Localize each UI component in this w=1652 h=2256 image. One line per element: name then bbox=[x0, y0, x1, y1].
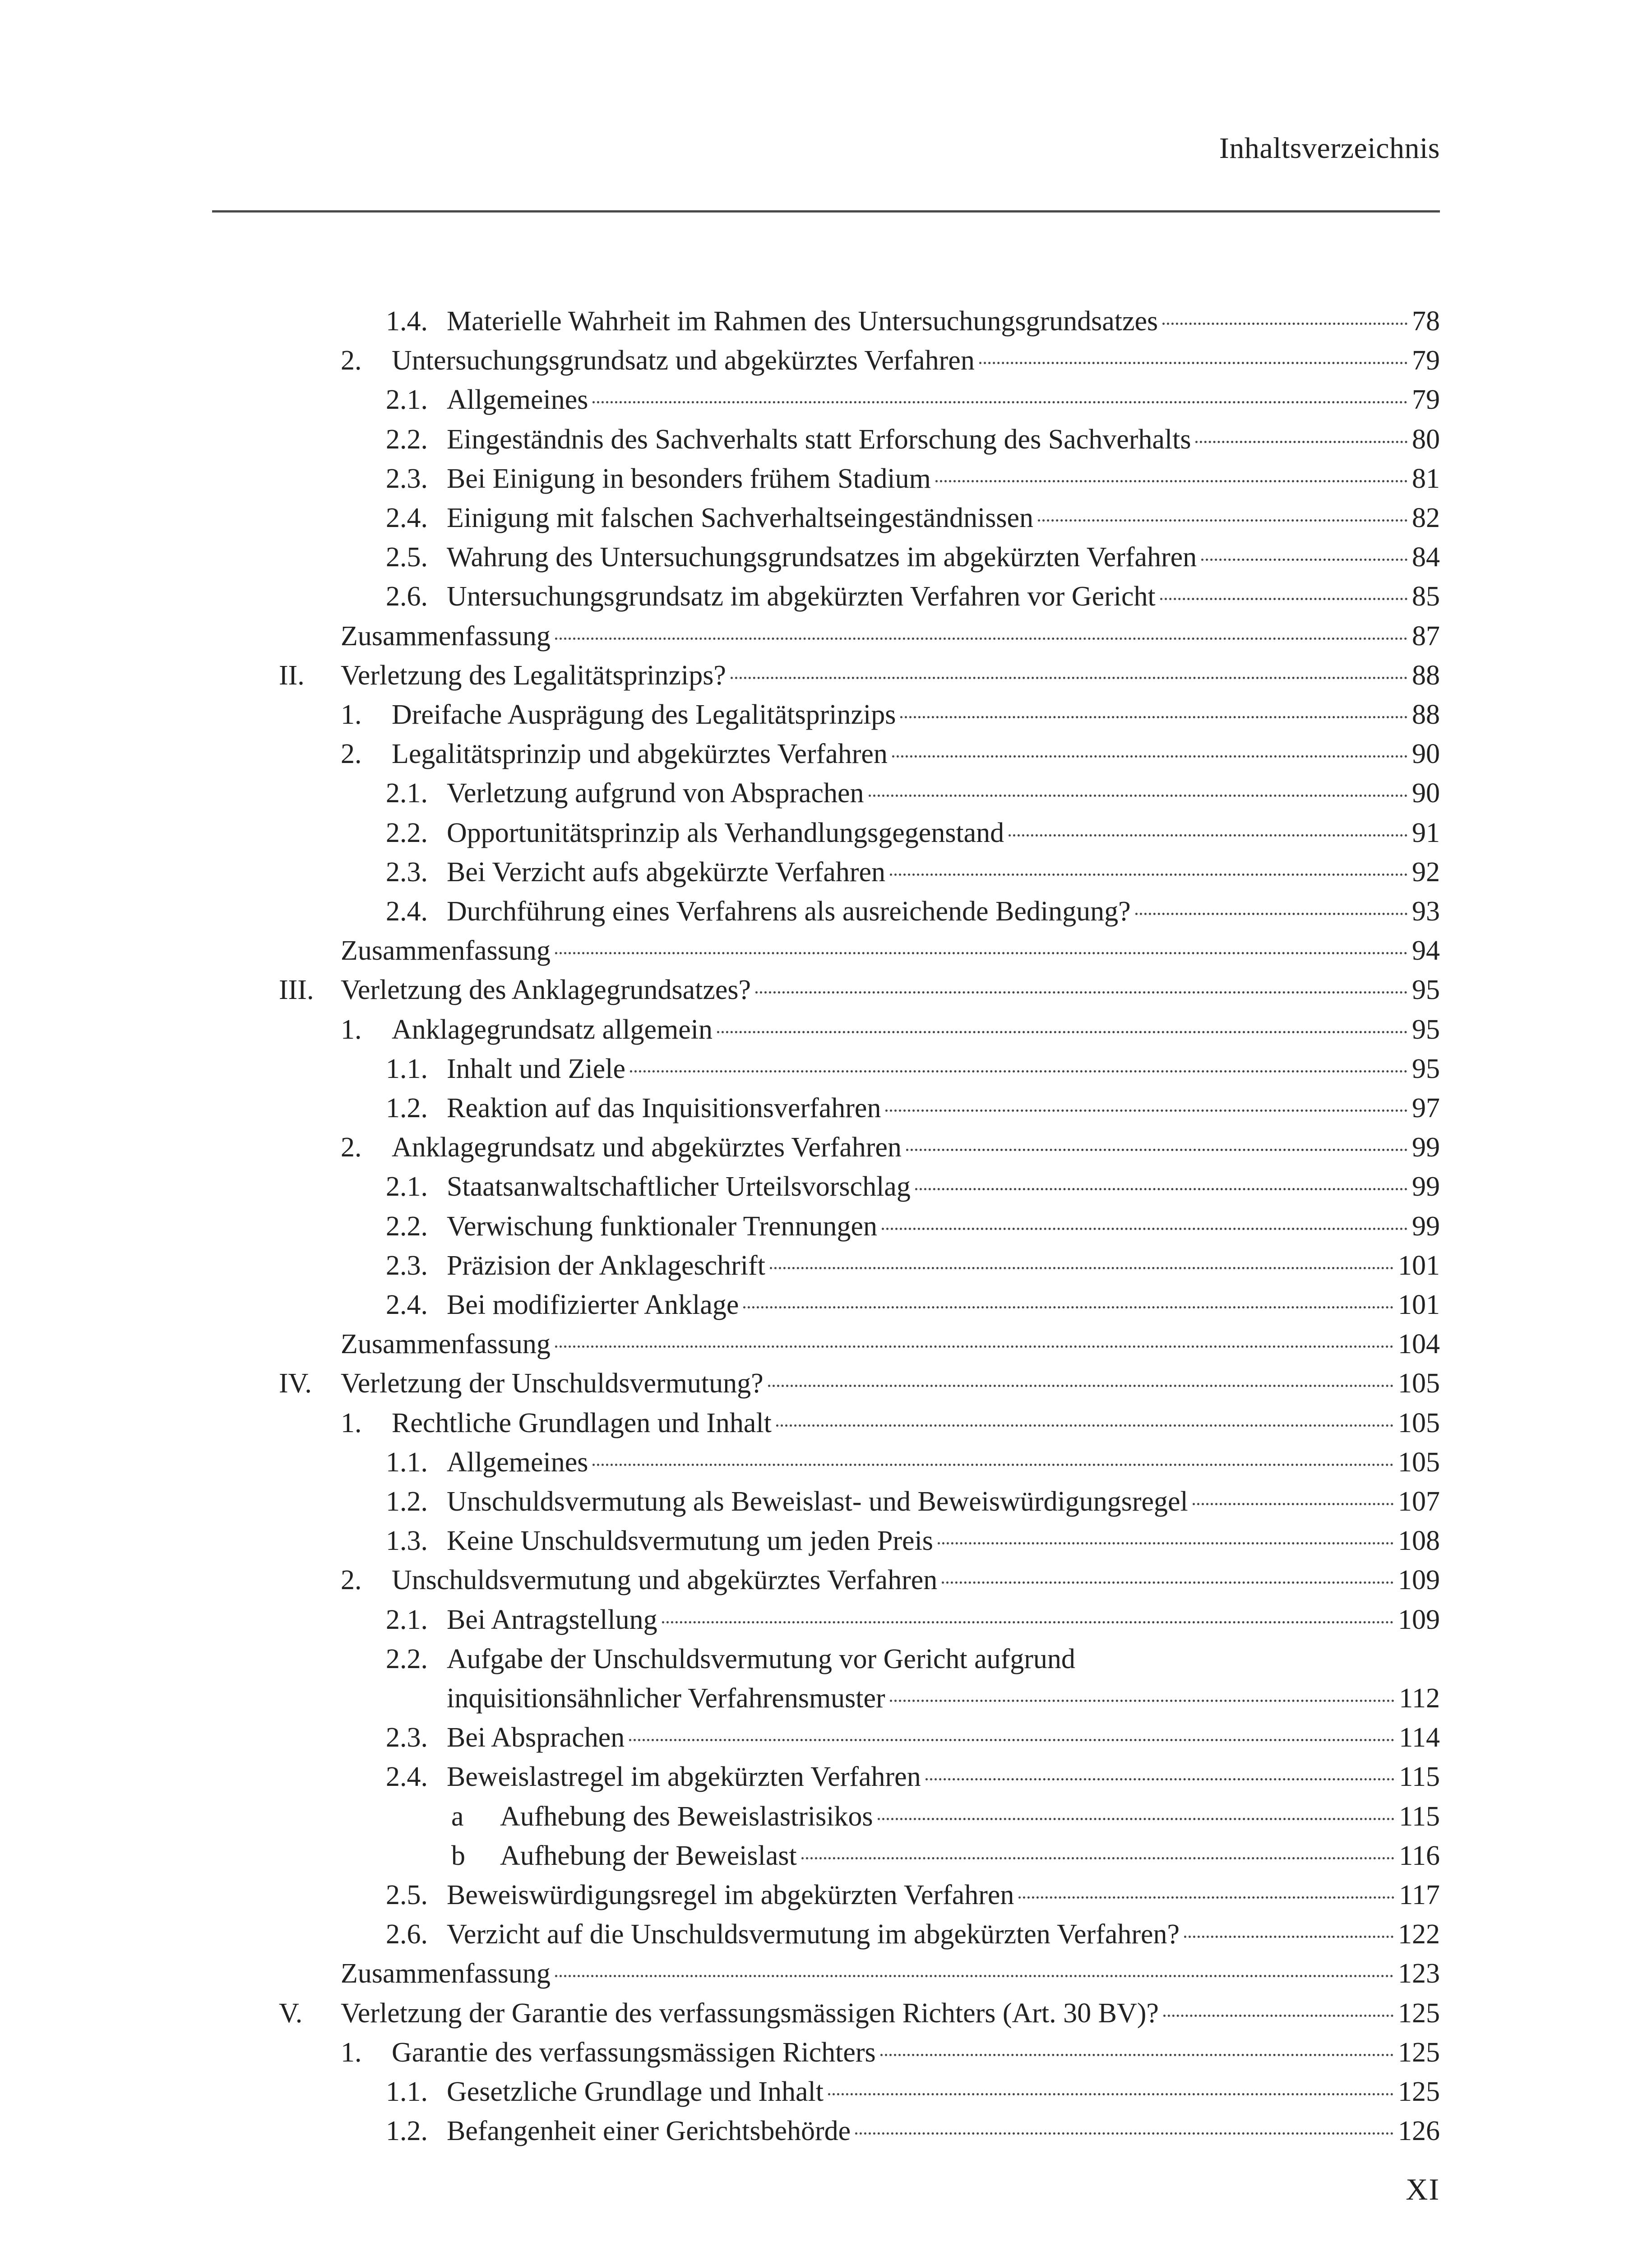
toc-entry bbox=[0, 1442, 1440, 1482]
toc-entry bbox=[0, 380, 1440, 420]
dot-leader bbox=[592, 401, 1407, 403]
toc-entry-number: 2.3. bbox=[386, 856, 428, 888]
toc-entry bbox=[0, 1403, 1440, 1443]
toc-entry-title: Aufhebung der Beweislast bbox=[500, 1840, 797, 1871]
toc-entry bbox=[0, 1010, 1440, 1049]
toc-entry-page: 95 bbox=[1412, 1053, 1440, 1084]
toc-entry-title: Durchführung eines Verfahrens als ausreichende Bedingung? bbox=[447, 896, 1131, 927]
toc-entry-page: 125 bbox=[1398, 2037, 1440, 2068]
toc-entry-page: 101 bbox=[1398, 1250, 1440, 1281]
toc-entry-page: 79 bbox=[1412, 345, 1440, 376]
toc-entry-number: 2.2. bbox=[386, 424, 428, 455]
toc-entry-title: Bei Absprachen bbox=[447, 1722, 625, 1753]
toc-entry-number: 2.1. bbox=[386, 1604, 428, 1635]
toc-entry-page: 105 bbox=[1398, 1368, 1440, 1399]
toc-entry-page: 122 bbox=[1398, 1919, 1440, 1950]
toc-entry-number: 2.4. bbox=[386, 1290, 428, 1320]
dot-leader bbox=[717, 1031, 1407, 1033]
dot-leader bbox=[942, 1581, 1393, 1584]
toc-entry-title: Opportunitätsprinzip als Verhandlungsgegenstand bbox=[447, 817, 1004, 848]
dot-leader bbox=[1160, 598, 1407, 600]
toc-entry-number: 2.1. bbox=[386, 384, 428, 416]
toc-entry-title: Untersuchungsgrundsatz und abgekürztes Verfahren bbox=[392, 345, 975, 376]
toc-entry-title: Gesetzliche Grundlage und Inhalt bbox=[447, 2076, 824, 2107]
toc-entry bbox=[0, 459, 1440, 499]
toc-entry-title: Befangenheit einer Gerichtsbehörde bbox=[447, 2116, 851, 2147]
toc-entry-number: 2.4. bbox=[386, 896, 428, 927]
toc-entry-number: 1.1. bbox=[386, 1053, 428, 1084]
toc-entry-number: 1. bbox=[341, 1407, 362, 1438]
toc-entry bbox=[0, 813, 1440, 853]
toc-entry-number: II. bbox=[279, 660, 305, 691]
toc-entry bbox=[0, 695, 1440, 735]
toc-entry bbox=[0, 1324, 1440, 1364]
toc-entry-title: Legalitätsprinzip und abgekürztes Verfahren bbox=[392, 739, 888, 770]
toc-entry-number: 1.2. bbox=[386, 2116, 428, 2147]
dot-leader bbox=[828, 2093, 1393, 2095]
dot-leader bbox=[1038, 519, 1407, 522]
toc-entry-page: 104 bbox=[1398, 1329, 1440, 1360]
toc-entry-page: 112 bbox=[1399, 1683, 1440, 1714]
dot-leader bbox=[892, 755, 1407, 758]
dot-leader bbox=[662, 1621, 1393, 1623]
toc-entry-number: 2.6. bbox=[386, 581, 428, 612]
dot-leader bbox=[890, 1700, 1395, 1702]
toc-entry-number: 2. bbox=[341, 345, 362, 376]
toc-entry-title: Bei Verzicht aufs abgekürzte Verfahren bbox=[447, 856, 886, 888]
toc-entry bbox=[0, 341, 1440, 380]
toc-entry bbox=[0, 1797, 1440, 1836]
toc-entry-title: inquisitionsähnlicher Verfahrensmuster bbox=[447, 1683, 885, 1714]
toc-entry-title: Verletzung der Unschuldsvermutung? bbox=[341, 1368, 764, 1399]
toc-entry bbox=[0, 616, 1440, 656]
toc-entry bbox=[0, 852, 1440, 892]
toc-entry bbox=[0, 1364, 1440, 1403]
toc-entry bbox=[0, 2111, 1440, 2151]
toc-entry-number: 1. bbox=[341, 699, 362, 730]
toc-entry bbox=[0, 577, 1440, 616]
toc-entry-number: b bbox=[451, 1840, 465, 1871]
toc-entry-title: Allgemeines bbox=[447, 384, 588, 416]
toc-entry-page: 95 bbox=[1412, 1014, 1440, 1045]
toc-entry-title: Reaktion auf das Inquisitionsverfahren bbox=[447, 1093, 881, 1123]
toc-entry-page: 123 bbox=[1398, 1958, 1440, 1989]
toc-entry-title: Wahrung des Untersuchungsgrundsatzes im abgekürzten Verfahren bbox=[447, 542, 1197, 573]
toc-entry-page: 92 bbox=[1412, 856, 1440, 888]
toc-entry-page: 125 bbox=[1398, 2076, 1440, 2107]
dot-leader bbox=[555, 952, 1407, 954]
toc-entry bbox=[0, 1560, 1440, 1600]
toc-entry-title: Garantie des verfassungsmässigen Richters bbox=[392, 2037, 876, 2068]
toc-entry-title: Staatsanwaltschaftlicher Urteilsvorschlag bbox=[447, 1171, 911, 1202]
dot-leader bbox=[1195, 441, 1407, 443]
toc-entry bbox=[0, 420, 1440, 459]
toc-entry-number: 2.5. bbox=[386, 542, 428, 573]
toc-entry-number: 2.1. bbox=[386, 1171, 428, 1202]
toc-entry bbox=[0, 1875, 1440, 1915]
toc-entry-number: 1. bbox=[341, 1014, 362, 1045]
dot-leader bbox=[935, 480, 1407, 482]
dot-leader bbox=[1018, 1896, 1394, 1899]
dot-leader bbox=[938, 1542, 1393, 1544]
toc-entry-page: 79 bbox=[1412, 384, 1440, 416]
toc-entry-number: IV. bbox=[279, 1368, 312, 1399]
toc-entry bbox=[0, 1128, 1440, 1167]
toc-entry-number: 2.6. bbox=[386, 1919, 428, 1950]
toc-entry-title: Verletzung des Legalitätsprinzips? bbox=[341, 660, 726, 691]
toc-entry bbox=[0, 931, 1440, 971]
dot-leader bbox=[731, 677, 1407, 679]
toc-entry bbox=[0, 734, 1440, 774]
toc-entry-page: 87 bbox=[1412, 620, 1440, 652]
page-number: XI bbox=[1406, 2172, 1440, 2206]
toc-entry-page: 88 bbox=[1412, 660, 1440, 691]
dot-leader bbox=[776, 1424, 1393, 1427]
toc-entry-page: 109 bbox=[1398, 1565, 1440, 1596]
dot-leader bbox=[878, 1818, 1395, 1820]
dot-leader bbox=[855, 2132, 1393, 2135]
toc-entry-page: 84 bbox=[1412, 542, 1440, 573]
dot-leader bbox=[979, 362, 1407, 364]
dot-leader bbox=[1163, 2015, 1393, 2017]
toc-entry-page: 90 bbox=[1412, 778, 1440, 809]
toc-entry-title: Anklagegrundsatz und abgekürztes Verfahren bbox=[392, 1132, 902, 1163]
toc-entry bbox=[0, 970, 1440, 1010]
toc-entry-number: 2.5. bbox=[386, 1880, 428, 1910]
dot-leader bbox=[743, 1306, 1393, 1308]
toc-entry-page: 117 bbox=[1399, 1880, 1440, 1910]
toc-entry-page: 105 bbox=[1398, 1447, 1440, 1478]
toc-entry-number: 1.3. bbox=[386, 1526, 428, 1557]
dot-leader bbox=[555, 1345, 1393, 1348]
toc-entry-number: 1.4. bbox=[386, 306, 428, 337]
toc-entry-title: Bei Antragstellung bbox=[447, 1604, 657, 1635]
toc-entry-page: 115 bbox=[1399, 1801, 1440, 1832]
toc-entry-number: 2. bbox=[341, 1565, 362, 1596]
toc-entry bbox=[0, 498, 1440, 538]
toc-entry-title: Anklagegrundsatz allgemein bbox=[392, 1014, 713, 1045]
toc-entry-number: 2.2. bbox=[386, 1211, 428, 1242]
dot-leader bbox=[1184, 1936, 1393, 1938]
dot-leader bbox=[629, 1739, 1394, 1741]
dot-leader bbox=[630, 1070, 1407, 1073]
toc-entry-page: 81 bbox=[1412, 463, 1440, 494]
toc-entry-page: 109 bbox=[1398, 1604, 1440, 1635]
toc-entry-title: Bei Einigung in besonders frühem Stadium bbox=[447, 463, 931, 494]
toc-entry-number: 1.1. bbox=[386, 1447, 428, 1478]
toc-entry bbox=[0, 773, 1440, 813]
toc-entry-page: 80 bbox=[1412, 424, 1440, 455]
toc-entry-title: Aufgabe der Unschuldsvermutung vor Gericht aufgrund bbox=[447, 1643, 1075, 1674]
dot-leader bbox=[915, 1188, 1407, 1190]
toc-entry-page: 108 bbox=[1398, 1526, 1440, 1557]
toc-entry bbox=[0, 1088, 1440, 1128]
toc-entry-title: Keine Unschuldsvermutung um jeden Preis bbox=[447, 1526, 933, 1557]
dot-leader bbox=[801, 1857, 1395, 1859]
toc-entry bbox=[0, 2072, 1440, 2112]
toc-entry-page: 99 bbox=[1412, 1132, 1440, 1163]
toc-entry-page: 91 bbox=[1412, 817, 1440, 848]
toc-entry bbox=[0, 1718, 1440, 1757]
toc-entry-title: Einigung mit falschen Sachverhaltseingeständnissen bbox=[447, 503, 1033, 533]
toc-entry-title: Zusammenfassung bbox=[341, 935, 551, 966]
toc-entry bbox=[0, 1914, 1440, 1954]
toc-entry-number: 2.2. bbox=[386, 817, 428, 848]
toc-entry-page: 125 bbox=[1398, 1997, 1440, 2029]
toc-entry-page: 116 bbox=[1399, 1840, 1440, 1871]
toc-entry bbox=[0, 1049, 1440, 1089]
toc-entry-number: 2.1. bbox=[386, 778, 428, 809]
dot-leader bbox=[885, 1110, 1407, 1112]
toc-entry bbox=[0, 1993, 1440, 2033]
dot-leader bbox=[890, 874, 1407, 876]
dot-leader bbox=[1009, 834, 1407, 837]
toc-entry-number: 1. bbox=[341, 2037, 362, 2068]
toc-entry-page: 101 bbox=[1398, 1290, 1440, 1320]
dot-leader bbox=[869, 795, 1407, 797]
header-divider bbox=[212, 210, 1440, 213]
toc-entry-page: 97 bbox=[1412, 1093, 1440, 1123]
toc-entry bbox=[0, 1482, 1440, 1521]
dot-leader bbox=[880, 2054, 1393, 2056]
toc-entry-number: III. bbox=[279, 975, 314, 1006]
dot-leader bbox=[555, 638, 1407, 640]
toc-entry-title: Aufhebung des Beweislastrisikos bbox=[500, 1801, 873, 1832]
running-header: Inhaltsverzeichnis bbox=[1219, 132, 1440, 165]
toc-entry-number: 1.2. bbox=[386, 1486, 428, 1517]
toc-entry-number: 2.3. bbox=[386, 1722, 428, 1753]
toc-entry bbox=[0, 1167, 1440, 1207]
toc-entry-number: 2.3. bbox=[386, 463, 428, 494]
toc-entry-title: Beweiswürdigungsregel im abgekürzten Verfahren bbox=[447, 1880, 1014, 1910]
dot-leader bbox=[768, 1385, 1393, 1387]
toc-entry bbox=[0, 2033, 1440, 2072]
toc-entry-number: a bbox=[451, 1801, 464, 1832]
toc-entry-page: 95 bbox=[1412, 975, 1440, 1006]
toc-entry-title: Bei modifizierter Anklage bbox=[447, 1290, 739, 1320]
toc-entry-number: 1.1. bbox=[386, 2076, 428, 2107]
toc-entry-title: Verletzung aufgrund von Absprachen bbox=[447, 778, 864, 809]
toc-entry-number: 2.4. bbox=[386, 1761, 428, 1793]
toc-entry bbox=[0, 1639, 1440, 1679]
toc-entry bbox=[0, 537, 1440, 577]
toc-entry bbox=[0, 1521, 1440, 1561]
toc-entry-title: Verwischung funktionaler Trennungen bbox=[447, 1211, 877, 1242]
dot-leader bbox=[1135, 913, 1407, 915]
toc-entry-number: 2.3. bbox=[386, 1250, 428, 1281]
toc-entry-page: 107 bbox=[1398, 1486, 1440, 1517]
dot-leader bbox=[1193, 1503, 1393, 1505]
toc-entry-title: Zusammenfassung bbox=[341, 1329, 551, 1360]
toc-entry bbox=[0, 1757, 1440, 1797]
toc-entry-page: 82 bbox=[1412, 503, 1440, 533]
toc-entry bbox=[0, 1207, 1440, 1246]
toc-entry-title: Verletzung des Anklagegrundsatzes? bbox=[341, 975, 751, 1006]
toc-entry bbox=[0, 1600, 1440, 1640]
toc-entry-title: Dreifache Ausprägung des Legalitätsprinzips bbox=[392, 699, 896, 730]
dot-leader bbox=[555, 1975, 1393, 1977]
toc-entry-page: 90 bbox=[1412, 739, 1440, 770]
toc-entry-page: 114 bbox=[1399, 1722, 1440, 1753]
toc-entry-title: Unschuldsvermutung als Beweislast- und Beweiswürdigungsregel bbox=[447, 1486, 1188, 1517]
toc-entry bbox=[0, 1954, 1440, 1993]
toc-entry-page: 115 bbox=[1399, 1761, 1440, 1793]
toc-entry-number: 2. bbox=[341, 739, 362, 770]
dot-leader bbox=[1201, 559, 1407, 561]
toc-entry bbox=[0, 656, 1440, 695]
toc-entry-title: Beweislastregel im abgekürzten Verfahren bbox=[447, 1761, 921, 1793]
dot-leader bbox=[770, 1267, 1393, 1269]
toc-entry-page: 126 bbox=[1398, 2116, 1440, 2147]
toc-entry-title: Materielle Wahrheit im Rahmen des Untersuchungsgrundsatzes bbox=[447, 306, 1158, 337]
toc-entry-page: 99 bbox=[1412, 1171, 1440, 1202]
toc-entry-page: 99 bbox=[1412, 1211, 1440, 1242]
toc-entry-title: Verzicht auf die Unschuldsvermutung im abgekürzten Verfahren? bbox=[447, 1919, 1180, 1950]
toc-entry-title: Allgemeines bbox=[447, 1447, 588, 1478]
toc-entry-page: 88 bbox=[1412, 699, 1440, 730]
toc-entry-page: 94 bbox=[1412, 935, 1440, 966]
dot-leader bbox=[882, 1228, 1407, 1230]
toc-entry-page: 105 bbox=[1398, 1407, 1440, 1438]
toc-entry-number: V. bbox=[279, 1997, 303, 2029]
dot-leader bbox=[906, 1149, 1407, 1151]
toc-entry-number: 2.2. bbox=[386, 1643, 428, 1674]
toc-entry-title: Untersuchungsgrundsatz im abgekürzten Verfahren vor Gericht bbox=[447, 581, 1156, 612]
toc-entry-title: Eingeständnis des Sachverhalts statt Erforschung des Sachverhalts bbox=[447, 424, 1191, 455]
toc-entry-title: Zusammenfassung bbox=[341, 1958, 551, 1989]
toc-entry-number: 2. bbox=[341, 1132, 362, 1163]
toc-entry-page: 78 bbox=[1412, 306, 1440, 337]
toc-entry-page: 93 bbox=[1412, 896, 1440, 927]
dot-leader bbox=[755, 991, 1407, 994]
toc-entry-title: Zusammenfassung bbox=[341, 620, 551, 652]
toc-entry bbox=[0, 1678, 1440, 1718]
dot-leader bbox=[900, 716, 1407, 718]
toc-entry bbox=[0, 1285, 1440, 1325]
dot-leader bbox=[1162, 323, 1407, 325]
toc-entry-title: Unschuldsvermutung und abgekürztes Verfahren bbox=[392, 1565, 938, 1596]
dot-leader bbox=[925, 1778, 1395, 1780]
toc-entry bbox=[0, 892, 1440, 931]
toc-entry-page: 85 bbox=[1412, 581, 1440, 612]
toc-entry bbox=[0, 301, 1440, 341]
toc-entry-title: Verletzung der Garantie des verfassungsmässigen Richters (Art. 30 BV)? bbox=[341, 1997, 1159, 2029]
dot-leader bbox=[592, 1464, 1393, 1466]
toc-entry-title: Inhalt und Ziele bbox=[447, 1053, 625, 1084]
toc-entry-number: 2.4. bbox=[386, 503, 428, 533]
toc-entry bbox=[0, 1246, 1440, 1285]
toc-entry-title: Rechtliche Grundlagen und Inhalt bbox=[392, 1407, 772, 1438]
toc-entry bbox=[0, 1836, 1440, 1876]
toc-entry-title: Präzision der Anklageschrift bbox=[447, 1250, 765, 1281]
toc-entry-number: 1.2. bbox=[386, 1093, 428, 1123]
